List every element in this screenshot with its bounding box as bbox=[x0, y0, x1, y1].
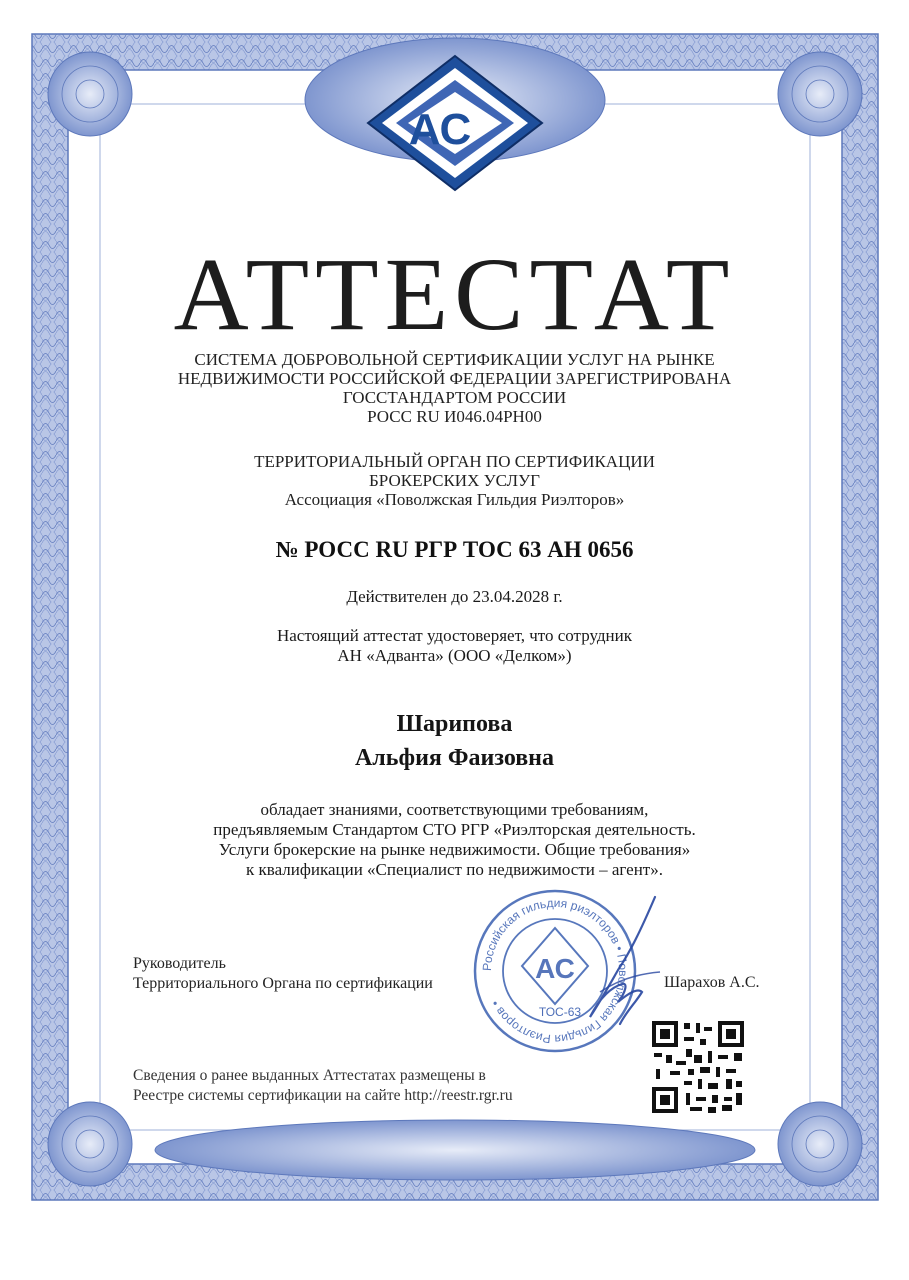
valid-until: Действителен до 23.04.2028 г. bbox=[346, 587, 563, 606]
holder-surname: Шарипова bbox=[396, 711, 513, 737]
system-line: НЕДВИЖИМОСТИ РОССИЙСКОЙ ФЕДЕРАЦИИ ЗАРЕГИСТРИРОВАНА bbox=[177, 369, 732, 388]
system-line: СИСТЕМА ДОБРОВОЛЬНОЙ СЕРТИФИКАЦИИ УСЛУГ НА РЫНКЕ bbox=[194, 350, 715, 369]
holder-name bbox=[0, 707, 909, 775]
knowledge-line: к квалификации «Специалист по недвижимости – агент». bbox=[246, 860, 663, 879]
signature-icon bbox=[560, 892, 670, 1032]
holder-given-name: Альфия Фаизовна bbox=[354, 745, 555, 771]
system-info bbox=[0, 350, 909, 426]
territorial-body bbox=[0, 452, 909, 509]
corner-rosettes bbox=[48, 52, 862, 1186]
association-logo-icon bbox=[364, 52, 546, 194]
svg-text:Российская гильдия риэлторов •: Российская гильдия риэлторов • Поволжская Гильдия Риэлторов • bbox=[479, 895, 631, 1047]
knowledge-text bbox=[0, 800, 909, 880]
certificate-number: № РОСС RU РГР ТОС 63 АН 0656 bbox=[275, 537, 634, 562]
registry-info bbox=[133, 1066, 513, 1106]
territorial-line: БРОКЕРСКИХ УСЛУГ bbox=[369, 471, 540, 490]
head-name: Шарахов А.С. bbox=[664, 974, 760, 991]
knowledge-line: Услуги брокерские на рынке недвижимости. Общие требования» bbox=[218, 840, 691, 859]
employer-line: АН «Адванта» (ООО «Делком») bbox=[337, 646, 572, 665]
system-registration-number: РОСС RU И046.04РН00 bbox=[367, 407, 542, 426]
registry-line: Сведения о ранее выданных Аттестатах размещены в bbox=[133, 1067, 486, 1084]
registry-link: Реестре системы сертификации на сайте http://reestr.rgr.ru bbox=[133, 1087, 513, 1104]
system-line: ГОССТАНДАРТОМ РОССИИ bbox=[342, 388, 567, 407]
head-line: Руководитель bbox=[133, 955, 226, 972]
svg-text:ТОС-63: ТОС-63 bbox=[538, 1005, 582, 1019]
certificate-title: АТТЕСТАТ bbox=[173, 237, 736, 352]
knowledge-line: предъявляемым Стандартом СТО РГР «Риэлторская деятельность. bbox=[213, 820, 696, 839]
logo-letter-a: АС bbox=[408, 105, 472, 154]
qr-code-icon bbox=[650, 1019, 746, 1115]
svg-text:АС: АС bbox=[535, 953, 575, 984]
head-title bbox=[133, 954, 433, 994]
association-name: Ассоциация «Поволжская Гильдия Риэлторов» bbox=[284, 490, 625, 509]
territorial-line: ТЕРРИТОРИАЛЬНЫЙ ОРГАН ПО СЕРТИФИКАЦИИ bbox=[254, 452, 655, 471]
certifies-text bbox=[0, 626, 909, 666]
head-line: Территориального Органа по сертификации bbox=[133, 975, 433, 992]
certifies-line: Настоящий аттестат удостоверяет, что сотрудник bbox=[276, 626, 633, 645]
knowledge-line: обладает знаниями, соответствующими требованиям, bbox=[260, 800, 649, 819]
